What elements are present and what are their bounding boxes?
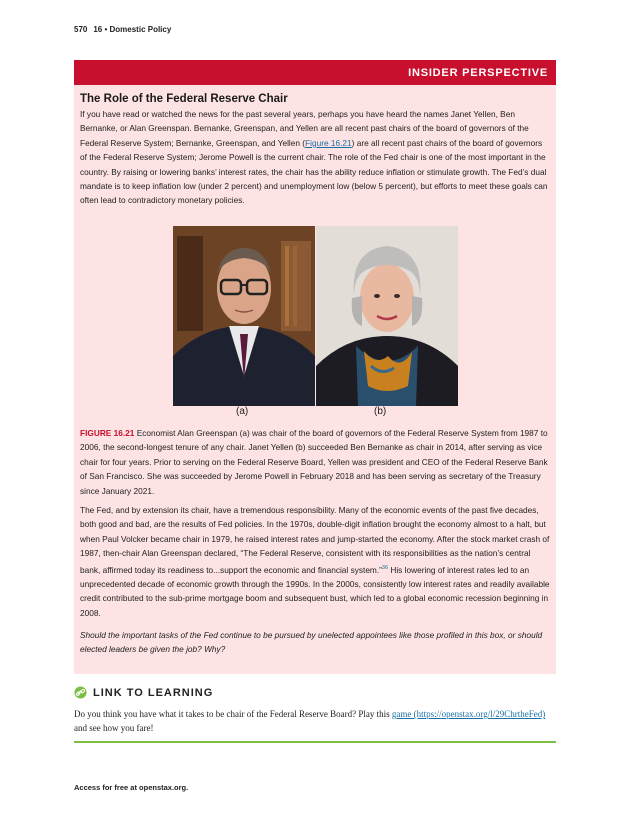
chain-link-icon (74, 686, 87, 699)
chapter-title: 16 • Domestic Policy (93, 25, 172, 34)
intro-text-rest: ) are all recent past chairs of the board of governors of the Federal Reserve System; Jerome Powell is the current chair. The role of the Fed chair is one of the most important in the country. By raising or lowering banks’ interest rates, the chair has the ability reduce inflation or stimulate growth. The Fed’s dual mandate is to keep inflation low (under 2 percent) and unemployment low (below 5 percent), but efforts to meet these goals can often lead to contradictory monetary policies. (80, 137, 548, 206)
ltl-text-before: Do you think you have what it takes to be chair of the Federal Reserve Board? Play this (74, 709, 392, 719)
insider-banner (74, 60, 556, 85)
ltl-heading-row (74, 686, 556, 699)
body-section (80, 503, 550, 665)
ltl-heading: LINK TO LEARNING (93, 686, 214, 699)
ltl-text (74, 707, 556, 735)
footnote-ref[interactable]: 36 (381, 564, 389, 571)
page-footer: Access for free at openstax.org. (74, 783, 189, 792)
photo-labels (173, 406, 458, 418)
photo-yellen (316, 226, 458, 406)
page-number: 570 (74, 25, 88, 34)
ltl-text-after: and see how you fare! (74, 723, 154, 733)
intro-paragraph (80, 107, 550, 208)
ltl-divider (74, 741, 556, 743)
figure-photos (173, 226, 458, 406)
intro-text: If you have read or watched the news for the past several years, perhaps you have heard the names Janet Yellen, Ben Bernanke, or Alan Greenspan. Bernanke, Greenspan, and Yellen are all recent past chairs of the board of governors of the Federal Reserve System; Bernanke, Greenspan, and Yellen ( (80, 109, 529, 148)
discussion-question: Should the important tasks of the Fed continue to be pursued by unelected appointees like those profiled in this box, or should elected leaders be given the job? Why? (80, 630, 543, 655)
page-header (74, 25, 171, 34)
game-link[interactable]: game (https://openstax.org/l/29ChrtheFed) (391, 709, 546, 719)
link-to-learning-section (74, 686, 556, 735)
insider-banner-label: INSIDER PERSPECTIVE (408, 67, 548, 79)
body-text: The Fed, and by extension its chair, have a tremendous responsibility. Many of the economic events of the past five decades, both good and bad, are the results of Fed policies. In the 1970s, double-digit inflation brought the economy almost to a halt, but when Paul Volcker became chair in 1979, he raised interest rates and jump-started the economy. After the stock market crash of 1987, then-chair Alan Greenspan declared, “The Federal Reserve, consistent with its responsibilities as the nation’s central bank, affirmed today its readiness to...support the economic and financial system.” (80, 505, 550, 575)
figure-caption (80, 426, 550, 498)
greenspan-portrait-icon (173, 226, 315, 406)
body-text-rest: His lowering of interest rates led to an unprecedented decade of economic growth through the 1990s. In the 2000s, consistently low interest rates and readily available credit contributed to the sub-prime mortgage boom and subsequent bust, which led to a global economic recession beginning in 2008. (80, 564, 550, 618)
photo-greenspan (173, 226, 315, 406)
figure-caption-text: Economist Alan Greenspan (a) was chair of the board of governors of the Federal Reserve System from 1987 to 2006, the second-longest tenure of any chair. Janet Yellen (b) succeeded Ben Bernanke as chair in 2014, after serving as vice chair for four years. Prior to serving on the Federal Reserve Board, Yellen was president and CEO of the Federal Reserve Bank of San Francisco. She was succeeded by Jerome Powell in February 2018 and has been serving as secretary of the Treasury since January 2021. (80, 428, 548, 496)
box-title: The Role of the Federal Reserve Chair (80, 93, 288, 105)
yellen-portrait-icon (316, 226, 458, 406)
photo-a-label: (a) (236, 406, 249, 417)
figure-link[interactable]: Figure 16.21 (305, 137, 352, 148)
insider-perspective-box (74, 60, 556, 674)
body-paragraph (80, 503, 550, 620)
figure-caption-label: FIGURE 16.21 (80, 428, 135, 438)
photo-b-label: (b) (374, 406, 387, 417)
